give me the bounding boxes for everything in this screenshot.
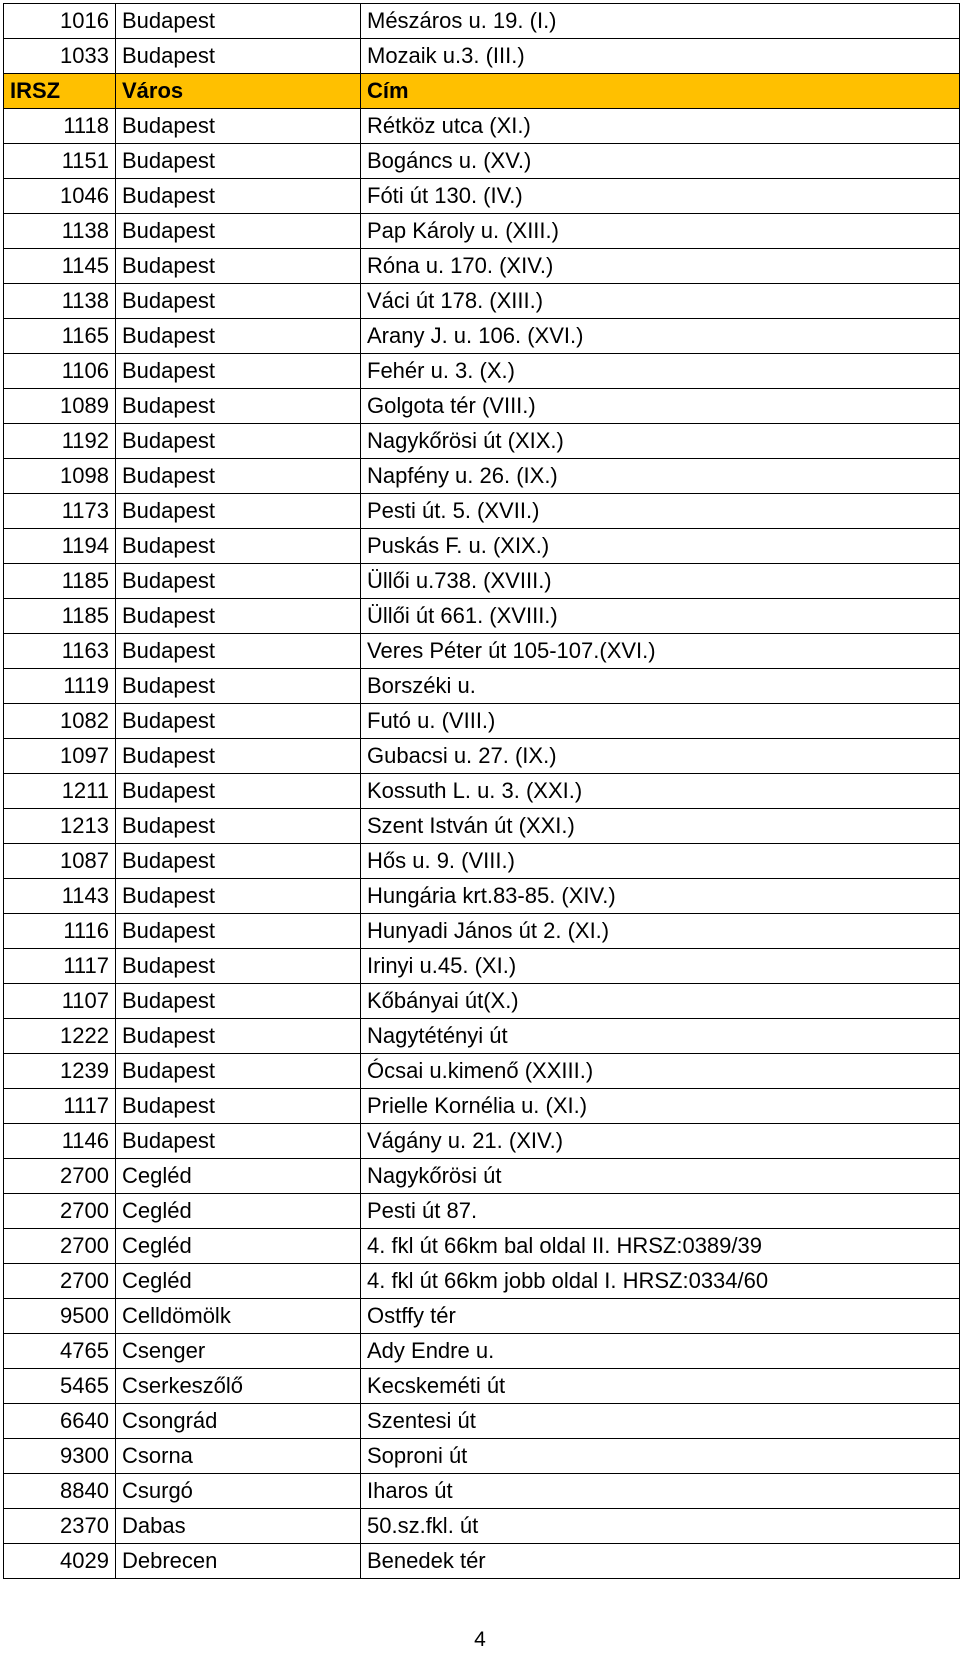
- zip-cell: 9500: [4, 1299, 116, 1334]
- zip-cell: 2700: [4, 1229, 116, 1264]
- city-cell: Budapest: [116, 459, 361, 494]
- table-row: [4, 1404, 960, 1439]
- city-cell: Budapest: [116, 809, 361, 844]
- table-row: [4, 249, 960, 284]
- table-row: [4, 389, 960, 424]
- table-row: [4, 1299, 960, 1334]
- address-table: [3, 3, 960, 1579]
- table-row: [4, 1509, 960, 1544]
- table-row: [4, 984, 960, 1019]
- zip-cell: 1145: [4, 249, 116, 284]
- zip-cell: 2700: [4, 1194, 116, 1229]
- table-row: [4, 1124, 960, 1159]
- zip-cell: 1016: [4, 4, 116, 39]
- zip-cell: 1213: [4, 809, 116, 844]
- table-row: [4, 1229, 960, 1264]
- city-cell: Budapest: [116, 4, 361, 39]
- address-cell: Hungária krt.83-85. (XIV.): [361, 879, 960, 914]
- address-cell: Borszéki u.: [361, 669, 960, 704]
- zip-cell: 1151: [4, 144, 116, 179]
- city-cell: Celldömölk: [116, 1299, 361, 1334]
- zip-cell: 8840: [4, 1474, 116, 1509]
- city-cell: Csurgó: [116, 1474, 361, 1509]
- zip-cell: 1194: [4, 529, 116, 564]
- city-cell: Budapest: [116, 249, 361, 284]
- zip-cell: 1192: [4, 424, 116, 459]
- zip-cell: 1087: [4, 844, 116, 879]
- address-cell: Napfény u. 26. (IX.): [361, 459, 960, 494]
- table-row: [4, 214, 960, 249]
- zip-cell: 4765: [4, 1334, 116, 1369]
- table-row: [4, 879, 960, 914]
- address-cell: Kőbányai út(X.): [361, 984, 960, 1019]
- table-row: [4, 704, 960, 739]
- address-cell: Fehér u. 3. (X.): [361, 354, 960, 389]
- table-row: [4, 1089, 960, 1124]
- zip-cell: 1117: [4, 949, 116, 984]
- city-cell: Budapest: [116, 424, 361, 459]
- table-row: [4, 354, 960, 389]
- address-cell: Mészáros u. 19. (I.): [361, 4, 960, 39]
- zip-cell: 1082: [4, 704, 116, 739]
- zip-cell: 1146: [4, 1124, 116, 1159]
- table-row: [4, 529, 960, 564]
- city-cell: Budapest: [116, 879, 361, 914]
- city-cell: Budapest: [116, 354, 361, 389]
- city-cell: Cegléd: [116, 1229, 361, 1264]
- table-row: [4, 1474, 960, 1509]
- city-cell: Cegléd: [116, 1194, 361, 1229]
- table-row: [4, 494, 960, 529]
- city-cell: Budapest: [116, 284, 361, 319]
- table-row: [4, 634, 960, 669]
- zip-cell: 1211: [4, 774, 116, 809]
- zip-cell: 1239: [4, 1054, 116, 1089]
- table-row: [4, 319, 960, 354]
- address-cell: Kecskeméti út: [361, 1369, 960, 1404]
- page-number: 4: [474, 1628, 486, 1651]
- table-row: [4, 459, 960, 494]
- table-row: [4, 144, 960, 179]
- city-cell: Budapest: [116, 1089, 361, 1124]
- city-cell: Budapest: [116, 634, 361, 669]
- address-cell: Prielle Kornélia u. (XI.): [361, 1089, 960, 1124]
- table-row: [4, 809, 960, 844]
- address-cell: Üllői út 661. (XVIII.): [361, 599, 960, 634]
- address-cell: Szent István út (XXI.): [361, 809, 960, 844]
- address-cell: Soproni út: [361, 1439, 960, 1474]
- zip-cell: 1118: [4, 109, 116, 144]
- address-cell: Róna u. 170. (XIV.): [361, 249, 960, 284]
- city-cell: Budapest: [116, 319, 361, 354]
- zip-cell: 1173: [4, 494, 116, 529]
- zip-cell: 1116: [4, 914, 116, 949]
- city-cell: Budapest: [116, 1054, 361, 1089]
- address-cell: Benedek tér: [361, 1544, 960, 1579]
- address-cell: Vágány u. 21. (XIV.): [361, 1124, 960, 1159]
- header-address: Cím: [361, 74, 960, 109]
- address-cell: Golgota tér (VIII.): [361, 389, 960, 424]
- table-row: [4, 564, 960, 599]
- city-cell: Budapest: [116, 214, 361, 249]
- zip-cell: 1046: [4, 179, 116, 214]
- address-cell: Pap Károly u. (XIII.): [361, 214, 960, 249]
- address-cell: Pesti út. 5. (XVII.): [361, 494, 960, 529]
- address-cell: Kossuth L. u. 3. (XXI.): [361, 774, 960, 809]
- city-cell: Budapest: [116, 774, 361, 809]
- address-cell: Gubacsi u. 27. (IX.): [361, 739, 960, 774]
- zip-cell: 4029: [4, 1544, 116, 1579]
- city-cell: Budapest: [116, 564, 361, 599]
- city-cell: Budapest: [116, 844, 361, 879]
- table-row: [4, 284, 960, 319]
- city-cell: Budapest: [116, 1124, 361, 1159]
- address-cell: Iharos út: [361, 1474, 960, 1509]
- address-table-body: [4, 4, 960, 1579]
- table-row: [4, 1544, 960, 1579]
- table-row: [4, 1194, 960, 1229]
- zip-cell: 1119: [4, 669, 116, 704]
- address-cell: Futó u. (VIII.): [361, 704, 960, 739]
- zip-cell: 1185: [4, 564, 116, 599]
- city-cell: Budapest: [116, 39, 361, 74]
- address-cell: Váci út 178. (XIII.): [361, 284, 960, 319]
- table-row: [4, 1334, 960, 1369]
- address-cell: Bogáncs u. (XV.): [361, 144, 960, 179]
- table-row: [4, 179, 960, 214]
- zip-cell: 1106: [4, 354, 116, 389]
- city-cell: Budapest: [116, 949, 361, 984]
- address-cell: 4. fkl út 66km jobb oldal I. HRSZ:0334/60: [361, 1264, 960, 1299]
- zip-cell: 2370: [4, 1509, 116, 1544]
- city-cell: Budapest: [116, 704, 361, 739]
- address-cell: Szentesi út: [361, 1404, 960, 1439]
- city-cell: Budapest: [116, 109, 361, 144]
- city-cell: Budapest: [116, 739, 361, 774]
- address-cell: 50.sz.fkl. út: [361, 1509, 960, 1544]
- table-row: [4, 774, 960, 809]
- table-row: [4, 4, 960, 39]
- zip-cell: 5465: [4, 1369, 116, 1404]
- address-cell: Nagytétényi út: [361, 1019, 960, 1054]
- zip-cell: 6640: [4, 1404, 116, 1439]
- table-row: [4, 949, 960, 984]
- address-cell: Hős u. 9. (VIII.): [361, 844, 960, 879]
- city-cell: Budapest: [116, 669, 361, 704]
- city-cell: Csorna: [116, 1439, 361, 1474]
- city-cell: Dabas: [116, 1509, 361, 1544]
- city-cell: Budapest: [116, 529, 361, 564]
- zip-cell: 1098: [4, 459, 116, 494]
- zip-cell: 1222: [4, 1019, 116, 1054]
- table-row: [4, 739, 960, 774]
- zip-cell: 1165: [4, 319, 116, 354]
- address-cell: Nagykőrösi út (XIX.): [361, 424, 960, 459]
- table-row: [4, 424, 960, 459]
- address-cell: Ostffy tér: [361, 1299, 960, 1334]
- address-cell: Pesti út 87.: [361, 1194, 960, 1229]
- city-cell: Csenger: [116, 1334, 361, 1369]
- city-cell: Budapest: [116, 914, 361, 949]
- address-cell: Ócsai u.kimenő (XXIII.): [361, 1054, 960, 1089]
- zip-cell: 1138: [4, 214, 116, 249]
- address-cell: Ady Endre u.: [361, 1334, 960, 1369]
- address-cell: Rétköz utca (XI.): [361, 109, 960, 144]
- city-cell: Cserkeszőlő: [116, 1369, 361, 1404]
- zip-cell: 1163: [4, 634, 116, 669]
- city-cell: Budapest: [116, 389, 361, 424]
- zip-cell: 2700: [4, 1264, 116, 1299]
- table-row: [4, 1264, 960, 1299]
- city-cell: Cegléd: [116, 1159, 361, 1194]
- zip-cell: 1143: [4, 879, 116, 914]
- zip-cell: 1117: [4, 1089, 116, 1124]
- zip-cell: 9300: [4, 1439, 116, 1474]
- table-row: [4, 1439, 960, 1474]
- table-row: [4, 599, 960, 634]
- table-row: [4, 669, 960, 704]
- table-row: [4, 1054, 960, 1089]
- zip-cell: 1097: [4, 739, 116, 774]
- city-cell: Budapest: [116, 1019, 361, 1054]
- address-cell: Hunyadi János út 2. (XI.): [361, 914, 960, 949]
- city-cell: Debrecen: [116, 1544, 361, 1579]
- table-header-row: [4, 74, 960, 109]
- address-cell: 4. fkl út 66km bal oldal II. HRSZ:0389/39: [361, 1229, 960, 1264]
- address-cell: Nagykőrösi út: [361, 1159, 960, 1194]
- table-row: [4, 109, 960, 144]
- table-row: [4, 1019, 960, 1054]
- city-cell: Budapest: [116, 984, 361, 1019]
- address-cell: Mozaik u.3. (III.): [361, 39, 960, 74]
- zip-cell: 2700: [4, 1159, 116, 1194]
- table-row: [4, 39, 960, 74]
- city-cell: Budapest: [116, 494, 361, 529]
- address-cell: Üllői u.738. (XVIII.): [361, 564, 960, 599]
- city-cell: Budapest: [116, 144, 361, 179]
- address-cell: Veres Péter út 105-107.(XVI.): [361, 634, 960, 669]
- zip-cell: 1138: [4, 284, 116, 319]
- table-row: [4, 914, 960, 949]
- header-city: Város: [116, 74, 361, 109]
- table-row: [4, 844, 960, 879]
- zip-cell: 1033: [4, 39, 116, 74]
- city-cell: Budapest: [116, 599, 361, 634]
- city-cell: Budapest: [116, 179, 361, 214]
- zip-cell: 1185: [4, 599, 116, 634]
- address-cell: Fóti út 130. (IV.): [361, 179, 960, 214]
- address-cell: Irinyi u.45. (XI.): [361, 949, 960, 984]
- header-zip: IRSZ: [4, 74, 116, 109]
- zip-cell: 1089: [4, 389, 116, 424]
- city-cell: Cegléd: [116, 1264, 361, 1299]
- address-cell: Arany J. u. 106. (XVI.): [361, 319, 960, 354]
- table-row: [4, 1369, 960, 1404]
- city-cell: Csongrád: [116, 1404, 361, 1439]
- zip-cell: 1107: [4, 984, 116, 1019]
- address-cell: Puskás F. u. (XIX.): [361, 529, 960, 564]
- table-row: [4, 1159, 960, 1194]
